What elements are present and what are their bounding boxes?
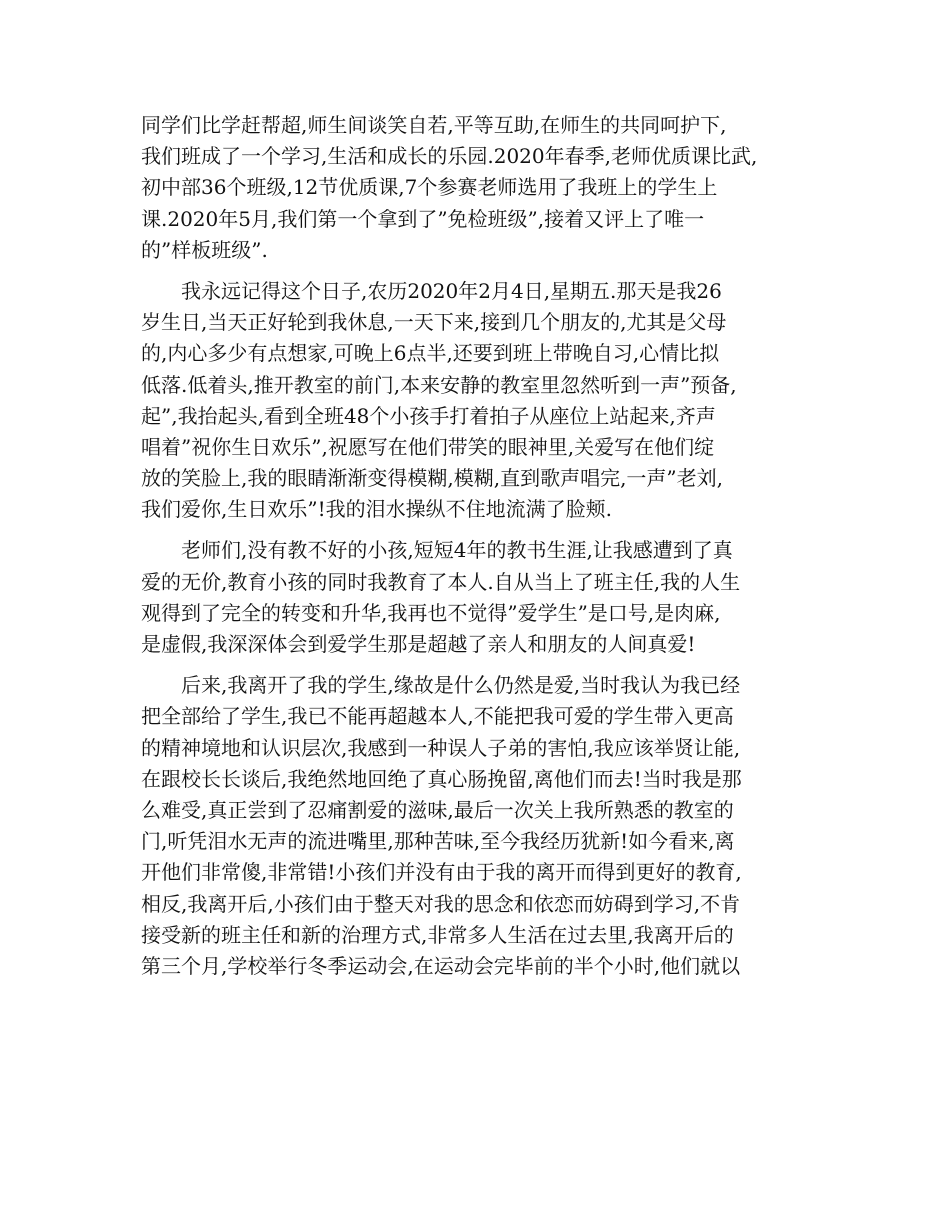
text-line: 开他们非常傻,非常错!小孩们并没有由于我的离开而得到更好的教育, [141, 860, 742, 885]
text-line: 唱着”祝你生日欢乐”,祝愿写在他们带笑的眼神里,关爱写在他们绽 [141, 434, 715, 459]
text-line: 的精神境地和认识层次,我感到一种误人子弟的害怕,我应该举贤让能, [141, 735, 741, 760]
text-line: 起”,我抬起头,看到全班48个小孩手打着拍子从座位上站起来,齐声 [141, 403, 716, 428]
document-body [141, 110, 821, 992]
text-line: 在跟校长长谈后,我绝然地回绝了真心肠挽留,离他们而去!当时我是那 [141, 766, 742, 791]
text-line: 岁生日,当天正好轮到我休息,一天下来,接到几个朋友的,尤其是父母 [141, 310, 727, 335]
text-line: 课.2020年5月,我们第一个拿到了”免检班级”,接着又评上了唯一 [141, 206, 705, 231]
text-line: 低落.低着头,推开教室的前门,本来安静的教室里忽然听到一声”预备, [141, 372, 737, 397]
text-line: 老师们,没有教不好的小孩,短短4年的教书生涯,让我感遭到了真 [141, 538, 733, 563]
text-line: 的”样板班级”. [141, 237, 268, 262]
text-line: 我们爱你,生日欢乐”!我的泪水操纵不住地流满了脸颊. [141, 497, 612, 522]
paragraph [141, 276, 821, 526]
text-line: 么难受,真正尝到了忍痛割爱的滋味,最后一次关上我所熟悉的教室的 [141, 797, 734, 822]
text-line: 是虚假,我深深体会到爱学生那是超越了亲人和朋友的人间真爱! [141, 632, 696, 656]
text-line: 的,内心多少有点想家,可晚上6点半,还要到班上带晚自习,心情比拟 [141, 341, 720, 366]
text-line: 我永远记得这个日子,农历2020年2月4日,星期五.那天是我26 [141, 278, 722, 303]
text-line: 门,听凭泪水无声的流进嘴里,那种苦味,至今我经历犹新!如今看来,离 [141, 829, 735, 854]
text-line: 第三个月,学校举行冬季运动会,在运动会完毕前的半个小时,他们就以 [141, 953, 741, 978]
text-line: 我们班成了一个学习,生活和成长的乐园.2020年春季,老师优质课比武, [141, 144, 758, 169]
text-line: 把全部给了学生,我已不能再超越本人,不能把我可爱的学生带入更高 [141, 704, 734, 729]
paragraph [141, 535, 821, 660]
text-line: 相反,我离开后,小孩们由于整天对我的思念和依恋而妨碍到学习,不肯 [141, 891, 741, 916]
text-line: 初中部36个班级,12节优质课,7个参赛老师选用了我班上的学生上 [141, 175, 718, 200]
text-line: 接受新的班主任和新的治理方式,非常多人生活在过去里,我离开后的 [141, 922, 734, 947]
paragraph [141, 110, 821, 266]
paragraph [141, 670, 821, 982]
text-line: 同学们比学赶帮超,师生间谈笑自若,平等互助,在师生的共同呵护下, [141, 113, 727, 137]
text-line: 观得到了完全的转变和升华,我再也不觉得”爱学生”是口号,是肉麻, [141, 600, 721, 625]
text-line: 爱的无价,教育小孩的同时我教育了本人.自从当上了班主任,我的人生 [141, 569, 741, 594]
text-line: 后来,我离开了我的学生,缘故是什么仍然是爱,当时我认为我已经 [141, 673, 741, 698]
text-line: 放的笑脸上,我的眼睛渐渐变得模糊,模糊,直到歌声唱完,一声”老刘, [141, 466, 724, 491]
